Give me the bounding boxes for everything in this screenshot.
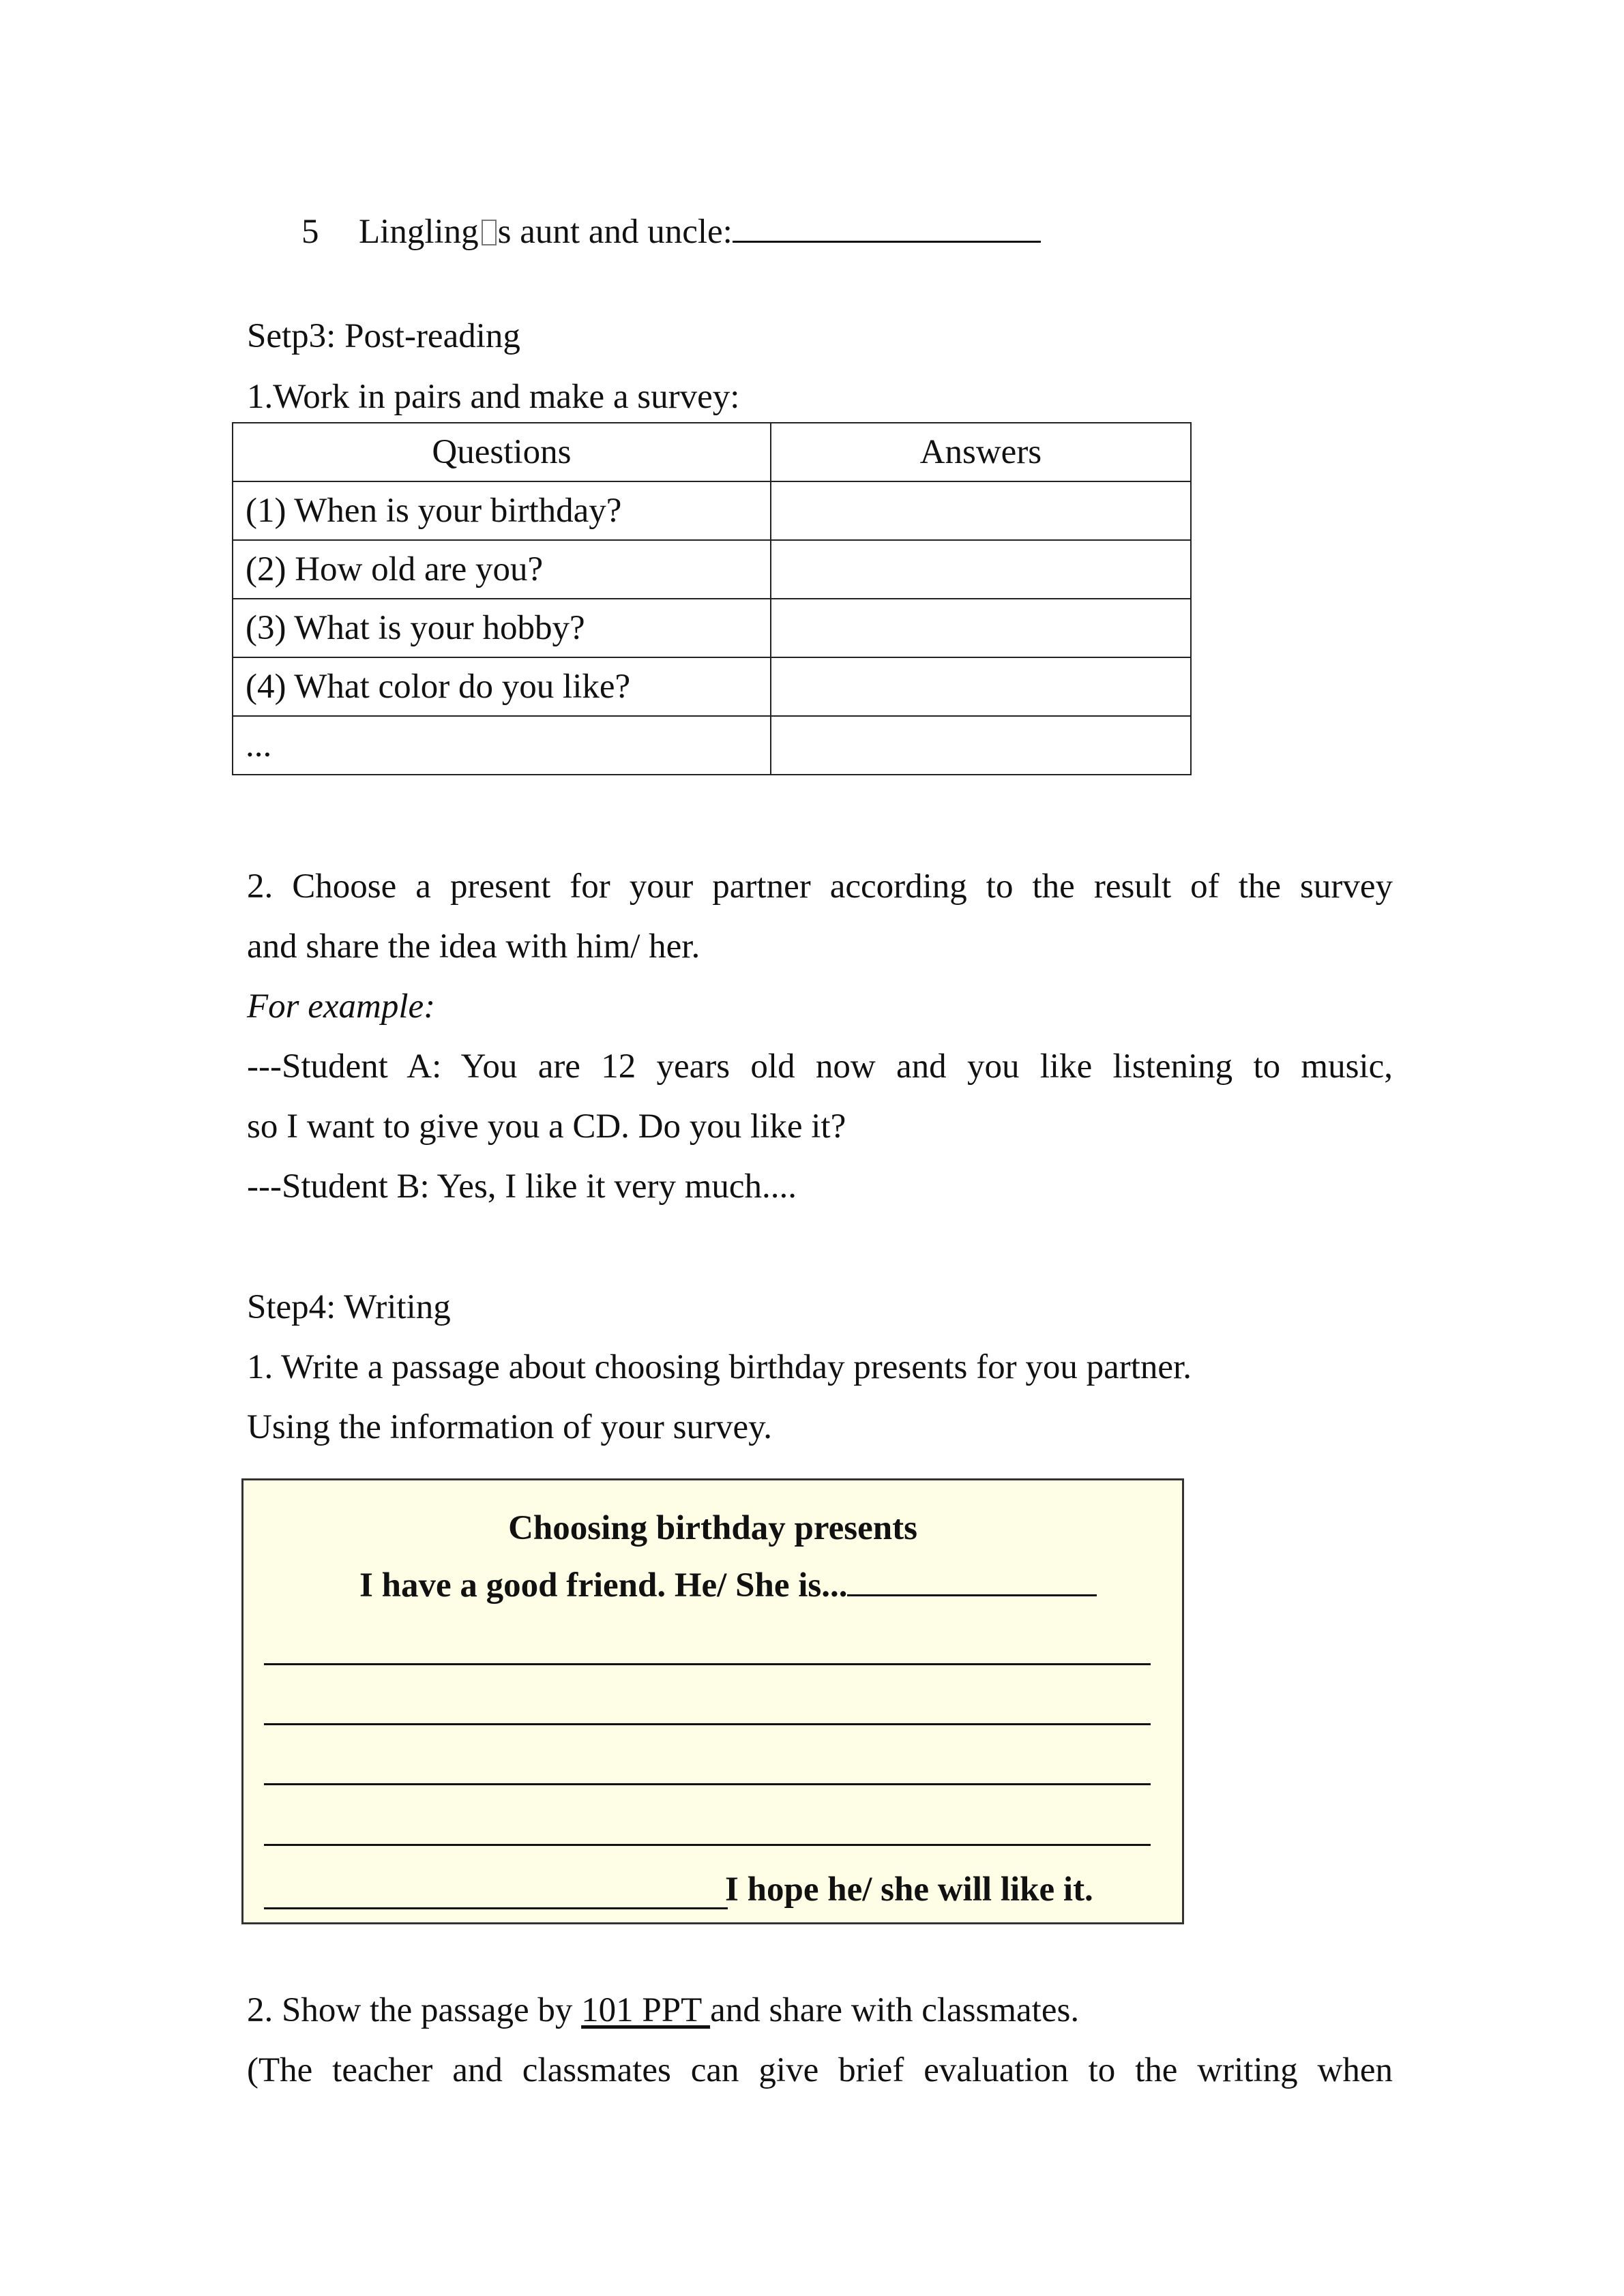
answer-blank[interactable]	[733, 212, 1041, 243]
dialogue-student-a-line2: so I want to give you a CD. Do you like it?	[247, 1107, 846, 1146]
item-5-label	[359, 211, 1041, 252]
writing-line[interactable]	[264, 1663, 1151, 1665]
step4-task1-line2: Using the information of your survey.	[247, 1408, 773, 1446]
answer-cell[interactable]	[771, 599, 1191, 657]
answer-blank[interactable]	[847, 1566, 1097, 1596]
writing-box-title: Choosing birthday presents	[508, 1509, 917, 1547]
ppt-link[interactable]: 101 PPT	[581, 1991, 711, 2029]
table-row	[233, 599, 1191, 657]
question-cell: (1) When is your birthday?	[233, 481, 771, 540]
answer-cell[interactable]	[771, 540, 1191, 599]
survey-header-row	[233, 423, 1191, 481]
question-cell: ...	[233, 716, 771, 775]
example-label: For example:	[247, 987, 436, 1026]
step3-task1: 1.Work in pairs and make a survey:	[247, 378, 740, 416]
question-cell: (4) What color do you like?	[233, 657, 771, 716]
item-5-label-prefix: Lingling	[359, 213, 479, 251]
answers-header: Answers	[771, 423, 1191, 481]
answer-cell[interactable]	[771, 481, 1191, 540]
step4-task3: (The teacher and classmates can give brief evaluation to the writing when	[247, 2051, 1393, 2089]
table-row	[233, 657, 1191, 716]
step4-task1-line1: 1. Write a passage about choosing birthday presents for you partner.	[247, 1348, 1192, 1386]
step4-task2	[247, 1990, 1079, 2031]
step3-task2-line1: 2. Choose a present for your partner according to the result of the survey	[247, 867, 1393, 906]
answer-cell[interactable]	[771, 716, 1191, 775]
step3-task2-line2: and share the idea with him/ her.	[247, 927, 700, 966]
step4-heading: Step4: Writing	[247, 1288, 451, 1326]
question-cell: (2) How old are you?	[233, 540, 771, 599]
writing-box-closing: I hope he/ she will like it.	[725, 1870, 1093, 1909]
table-row	[233, 540, 1191, 599]
table-row	[233, 716, 1191, 775]
questions-header: Questions	[233, 423, 771, 481]
survey-table	[232, 422, 1192, 775]
item-5-label-suffix: s aunt and uncle:	[497, 213, 733, 251]
writing-box	[241, 1478, 1184, 1924]
step4-task2-suffix: and share with classmates.	[710, 1991, 1080, 2029]
table-row	[233, 481, 1191, 540]
step3-heading: Setp3: Post-reading	[247, 317, 520, 355]
writing-line[interactable]	[264, 1844, 1151, 1846]
missing-glyph-icon	[482, 220, 497, 245]
writing-line[interactable]	[264, 1907, 728, 1909]
dialogue-student-a-line1: ---Student A: You are 12 years old now and you like listening to music,	[247, 1047, 1393, 1086]
writing-line[interactable]	[264, 1783, 1151, 1785]
question-cell: (3) What is your hobby?	[233, 599, 771, 657]
writing-box-opening-text: I have a good friend. He/ She is...	[359, 1566, 848, 1605]
item-number: 5	[301, 213, 319, 251]
writing-box-opening	[359, 1565, 1097, 1606]
answer-cell[interactable]	[771, 657, 1191, 716]
dialogue-student-b: ---Student B: Yes, I like it very much....	[247, 1167, 797, 1206]
writing-line[interactable]	[264, 1723, 1151, 1725]
step4-task2-prefix: 2. Show the passage by	[247, 1991, 582, 2029]
